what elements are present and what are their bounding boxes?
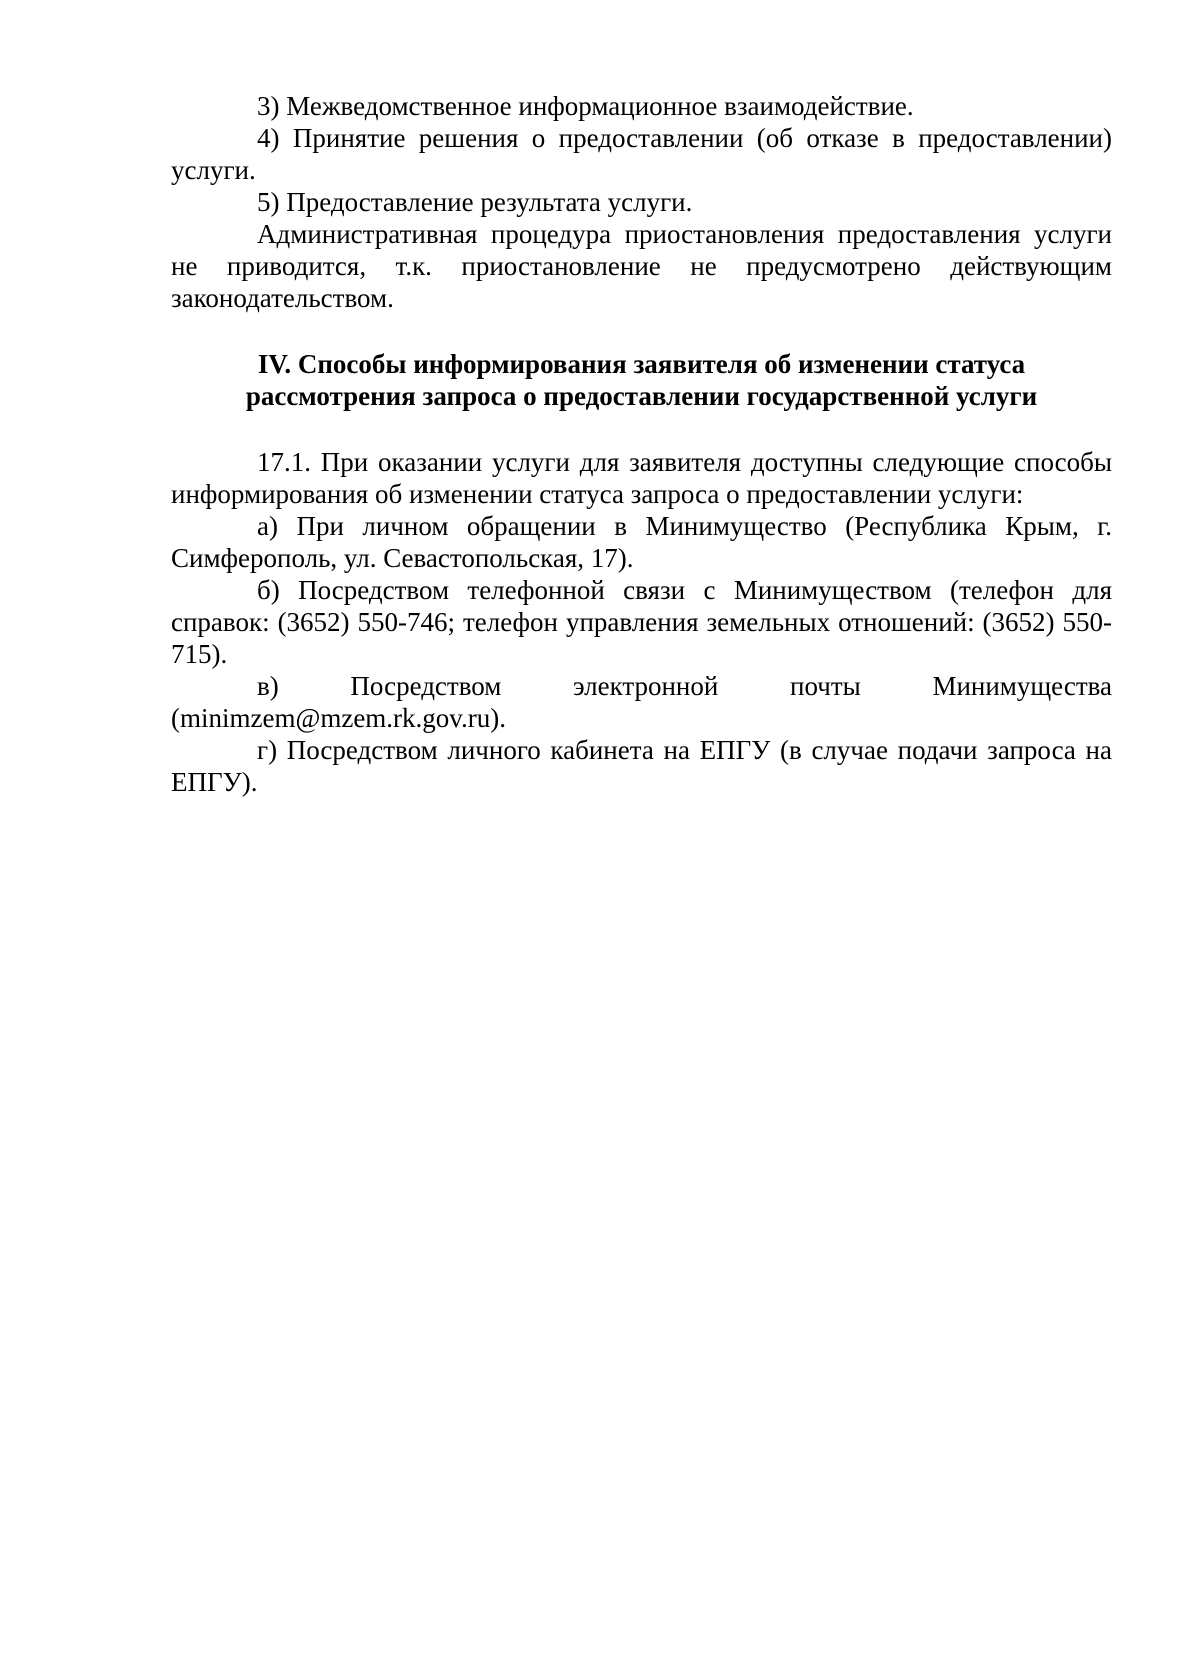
- method-epgu-cabinet: г) Посредством личного кабинета на ЕПГУ (в случае подачи запроса на ЕПГУ).: [171, 735, 1112, 797]
- item-interagency-interaction: 3) Межведомственное информационное взаимодействие.: [257, 91, 914, 121]
- section-heading: [171, 348, 1112, 412]
- method-email: в) Посредством электронной почты Минимущества (minimzem@mzem.rk.gov.ru).: [171, 671, 1112, 733]
- item-result-provision: 5) Предоставление результата услуги.: [257, 187, 693, 217]
- section-heading-line-1: IV. Способы информирования заявителя об изменении статуса: [257, 349, 1026, 379]
- suspension-note: Административная процедура приостановления предоставления услуги не приводится, т.к. приостановление не предусмотрено действующим законодательством.: [171, 219, 1112, 313]
- spacer: [171, 314, 1112, 348]
- method-personal-visit: а) При личном обращении в Минимущество (Республика Крым, г. Симферополь, ул. Севастопольская, 17).: [171, 511, 1112, 573]
- spacer: [171, 412, 1112, 446]
- method-phone: б) Посредством телефонной связи с Минимуществом (телефон для справок: (3652) 550-746; телефон управления земельных отношений: (3652) 550-715).: [171, 575, 1112, 669]
- paragraph-17-1: 17.1. При оказании услуги для заявителя доступны следующие способы информирования об изменении статуса запроса о предоставлении услуги:: [171, 447, 1112, 509]
- section-heading-line-2: рассмотрения запроса о предоставлении государственной услуги: [245, 381, 1038, 411]
- item-decision: 4) Принятие решения о предоставлении (об отказе в предоставлении) услуги.: [171, 123, 1112, 185]
- document-page: [171, 90, 1112, 798]
